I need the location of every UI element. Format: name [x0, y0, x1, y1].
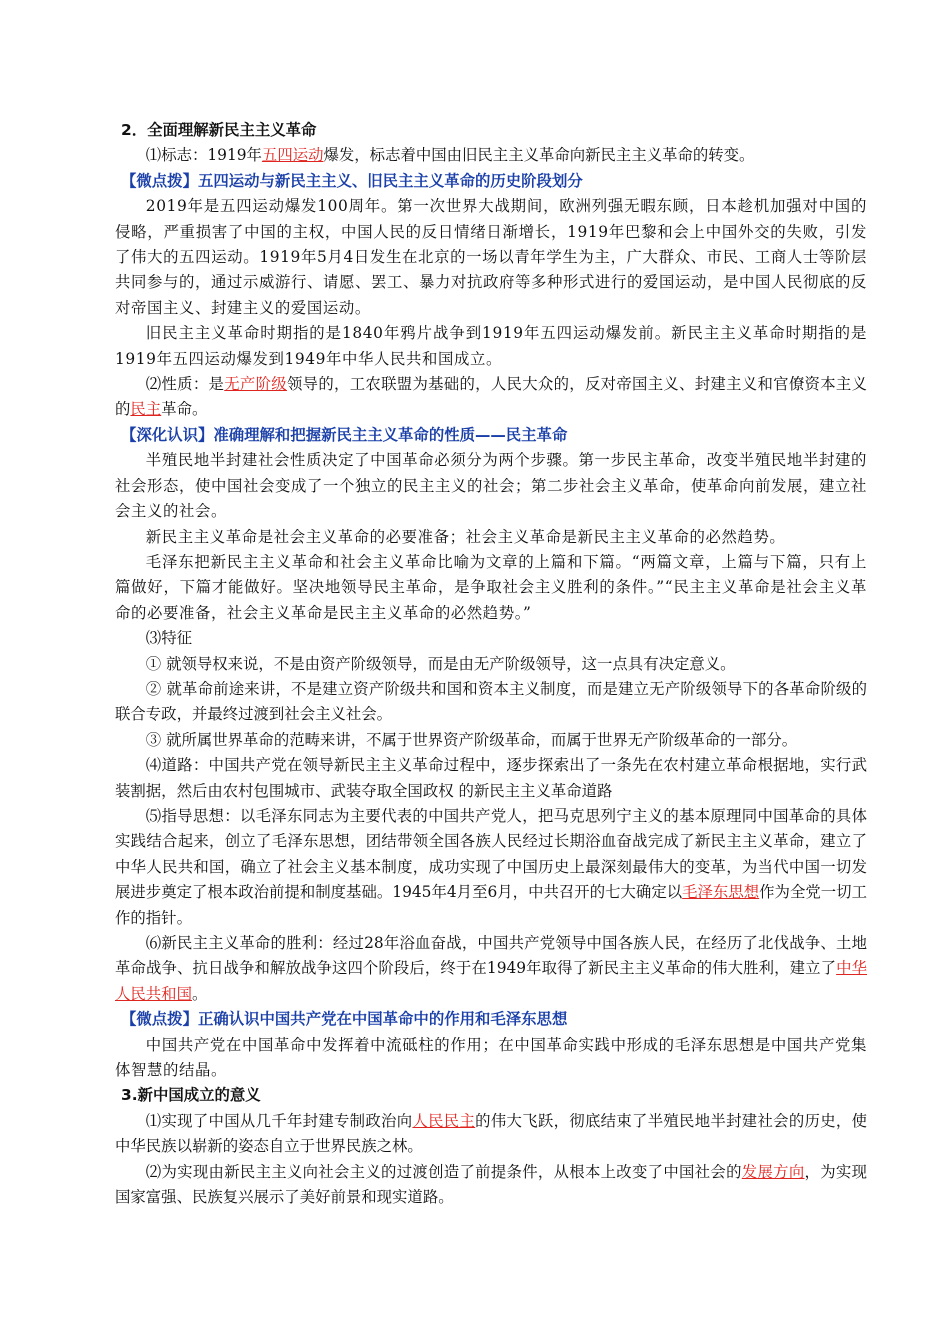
guide-prefix: ⑸指导思想：以毛泽东同志为主要代表的中国共产党人，把马克思列宁主义的基本原理同中国革命的具体实践结合起来，创立了毛泽东思想，团结带领全国各族人民经过长期浴血奋战完成了新民主主义革命，建立了中华人民共和国，确立了社会主义基本制度，成功实现了中国历史上最深刻最伟大的变革，为当代中国一切发展进步奠定了根本政治前提和制度基础。1945年4月至6月，中共召开的七大确定以 — [115, 806, 867, 902]
section-3-title: 3.新中国成立的意义 — [121, 1086, 261, 1105]
feature-item-3: ③ 就所属世界革命的范畴来讲，不属于世界资产阶级革命，而属于世界无产阶级革命的一部分。 — [145, 730, 798, 749]
deep-title: 【深化认识】准确理解和把握新民主主义革命的性质——民主革命 — [121, 425, 568, 444]
deep-paragraph-1: 半殖民地半封建社会性质决定了中国革命必须分为两个步骤。第一步民主革命，改变半殖民地半封建的社会形态，使中国社会变成了一个独立的民主主义的社会；第二步社会主义革命，使革命向前发展，建立社会主义的社会。 — [115, 451, 867, 521]
item1-prefix: ⑴实现了中国从几千年封建专制政治向 — [145, 1111, 413, 1130]
answer-people-democracy: 人民民主 — [412, 1111, 476, 1130]
victory-prefix: ⑹新民主主义革命的胜利：经过28年浴血奋战，中国共产党领导中国各族人民，在经历了北伐战争、土地革命战争、抗日战争和解放战争这四个阶段后，终于在1949年取得了新民主主义革命的伟大胜利，建立了 — [115, 934, 867, 978]
answer-mao-thought: 毛泽东思想 — [682, 883, 760, 902]
tip2-title: 【微点拨】正确认识中国共产党在中国革命中的作用和毛泽东思想 — [121, 1010, 568, 1029]
answer-prc: 中华人民共和国 — [115, 959, 867, 1003]
answer-may-fourth: 五四运动 — [261, 146, 324, 165]
tip1-title: 【微点拨】五四运动与新民主主义、旧民主主义革命的历史阶段划分 — [121, 171, 583, 190]
deep-paragraph-2: 新民主主义革命是社会主义革命的必要准备；社会主义革命是新民主主义革命的必然趋势。 — [145, 527, 786, 546]
item1-suffix: 的伟大飞跃，彻底结束了半殖民地半封建社会的历史，使中华民族以崭新的姿态自立于世界民族之林。 — [115, 1111, 867, 1156]
nature-prefix: ⑵性质：是 — [145, 375, 225, 394]
tip1-paragraph-1: 2019年是五四运动爆发100周年。第一次世界大战期间，欧洲列强无暇东顾，日本趁机加强对中国的侵略，严重损害了中国的主权，中国人民的反日情绪日渐增长，1919年巴黎和会上中国外交的失败，引发了伟大的五四运动。1919年5月4日发生在北京的一场以青年学生为主，广大群众、市民、工商人士等阶层共同参与的，通过示威游行、请愿、罢工、暴力对抗政府等多种形式进行的爱国运动，是中国人民彻底的反对帝国主义、封建主义的爱国运动。 — [115, 197, 867, 317]
significance-item-2 — [115, 1160, 867, 1211]
road-paragraph: ⑷道路：中国共产党在领导新民主主义革命过程中，逐步探索出了一条先在农村建立革命根据地，实行武装割据，然后由农村包围城市、武装夺取全国政权 的新民主主义革命道路 — [115, 756, 867, 800]
sign-suffix: 爆发，标志着中国由旧民主主义革命向新民主主义革命的转变。 — [323, 146, 755, 165]
feature-item-1: ① 就领导权来说，不是由资产阶级领导，而是由无产阶级领导，这一点具有决定意义。 — [145, 654, 736, 673]
answer-development-direction: 发展方向 — [741, 1162, 805, 1181]
answer-proletariat: 无产阶级 — [224, 375, 287, 394]
guide-paragraph — [115, 804, 867, 931]
deep-paragraph-3: 毛泽东把新民主主义革命和社会主义革命比喻为文章的上篇和下篇。“两篇文章，上篇与下篇，只有上篇做好，下篇才能做好。坚决地领导民主革命，是争取社会主义胜利的条件。”“民主主义革命是社会主义革命的必要准备，社会主义革命是民主主义革命的必然趋势。” — [115, 552, 867, 622]
answer-democracy: 民主 — [130, 400, 162, 419]
item2-suffix: ，为实现国家富强、民族复兴展示了美好前景和现实道路。 — [115, 1162, 867, 1207]
victory-suffix: 。 — [191, 984, 208, 1003]
nature-paragraph — [115, 372, 867, 423]
tip1-paragraph-2: 旧民主主义革命时期指的是1840年鸦片战争到1919年五四运动爆发前。新民主主义革命时期指的是1919年五四运动爆发到1949年中华人民共和国成立。 — [115, 324, 867, 368]
guide-suffix: 作为全党一切工作的指针。 — [115, 883, 867, 927]
nature-suffix: 革命。 — [161, 400, 208, 419]
section-2-title: 2．全面理解新民主主义革命 — [121, 121, 317, 139]
document-page — [115, 118, 867, 1210]
victory-paragraph — [115, 931, 867, 1007]
significance-item-1 — [115, 1109, 867, 1160]
item2-prefix: ⑵为实现由新民主主义向社会主义的过渡创造了前提条件，从根本上改变了中国社会的 — [145, 1162, 742, 1181]
features-title: ⑶特征 — [145, 629, 192, 648]
feature-item-2: ② 就革命前途来讲，不是建立资产阶级共和国和资本主义制度，而是建立无产阶级领导下的各革命阶级的联合专政，并最终过渡到社会主义社会。 — [115, 679, 867, 724]
tip2-paragraph-1: 中国共产党在中国革命中发挥着中流砥柱的作用；在中国革命实践中形成的毛泽东思想是中国共产党集体智慧的结晶。 — [115, 1035, 867, 1080]
sign-paragraph — [115, 143, 867, 168]
nature-middle: 领导的，工农联盟为基础的，人民大众的，反对帝国主义、封建主义和官僚资本主义的 — [115, 375, 867, 419]
sign-prefix: ⑴标志：1919年 — [145, 146, 262, 165]
